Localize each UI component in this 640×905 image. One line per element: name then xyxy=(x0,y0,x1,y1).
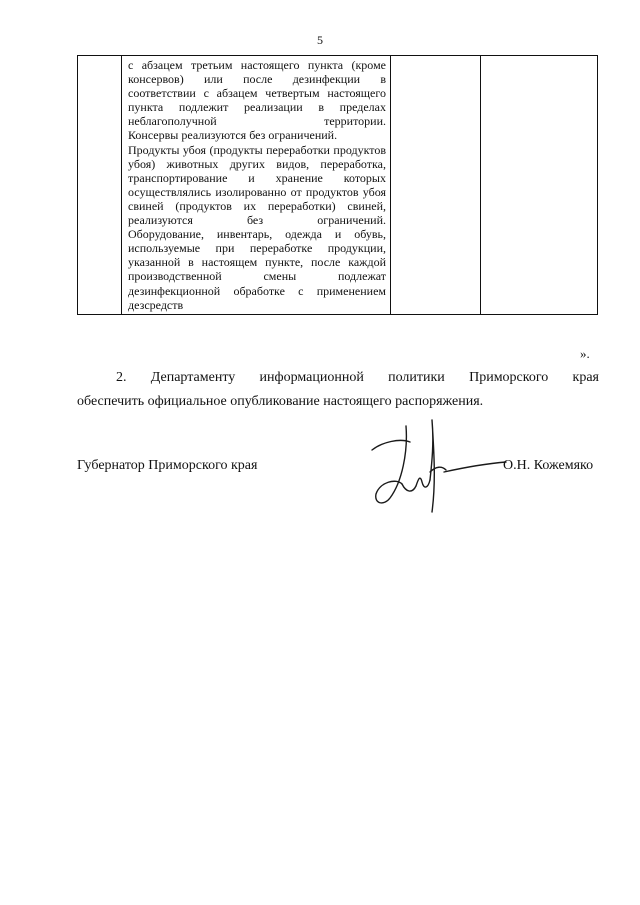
table-cell-number xyxy=(78,56,122,315)
clause-2-line-1: 2. Департаменту информационной политики Приморского края xyxy=(116,370,599,385)
page-number: 5 xyxy=(317,33,323,47)
table-paragraph: Оборудование, инвентарь, одежда и обувь, используемые при переработке продукции, указанной в настоящем пункте, после каждой производственной смены подлежат дезинфекционной обработке с применением дезсредств xyxy=(128,227,386,312)
table-row xyxy=(78,56,598,315)
table-cell-empty xyxy=(481,56,598,315)
table-paragraph: с абзацем третьим настоящего пункта (кроме консервов) или после дезинфекции в соответствии с абзацем четвертым настоящего пункта подлежит реализации в пределах неблагополучной территории. xyxy=(128,58,386,129)
table-cell-text xyxy=(122,56,391,315)
clause-2-line-2: обеспечить официальное опубликование настоящего распоряжения. xyxy=(77,394,484,409)
signatory-name: О.Н. Кожемяко xyxy=(503,458,594,473)
closing-quote: ». xyxy=(580,346,590,361)
signatory-title: Губернатор Приморского края xyxy=(77,458,258,473)
document-table xyxy=(77,55,598,315)
handwritten-signature xyxy=(362,412,512,522)
table-cell-empty xyxy=(391,56,481,315)
table-paragraph: Продукты убоя (продукты переработки продуктов убоя) животных других видов, переработка, транспортирование и хранение которых осуществлялись изолированно от продуктов убоя свиней (продуктов их переработки) свиней, реализуются без ограничений. xyxy=(128,142,386,228)
table-paragraph: Консервы реализуются без ограничений. xyxy=(128,128,338,143)
